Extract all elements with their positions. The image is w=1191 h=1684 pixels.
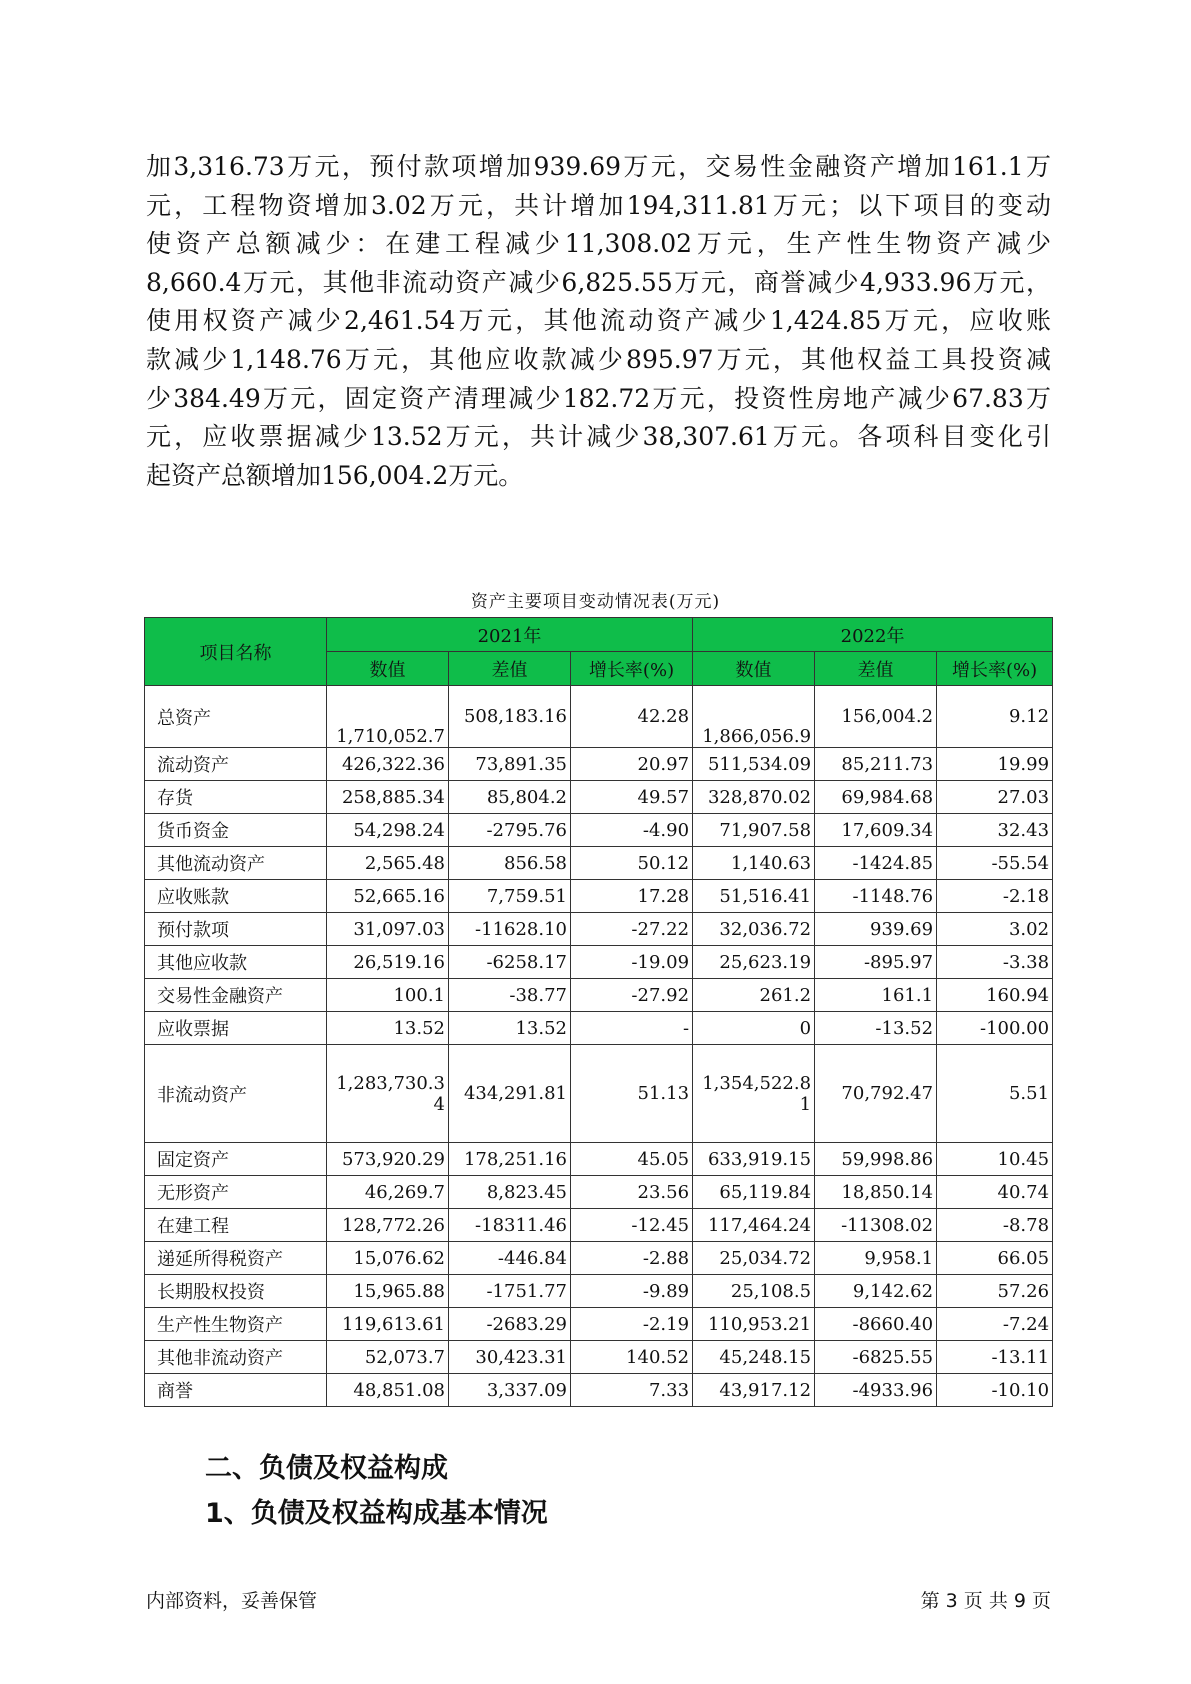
- paragraph-line: 加3,316.73万元，预付款项增加939.69万元，交易性金融资产增加161.1万: [146, 152, 1051, 181]
- table-row: [145, 1209, 1053, 1242]
- row-name: 固定资产: [145, 1143, 327, 1176]
- cell-diff-2021: -11628.10: [449, 913, 571, 946]
- cell-rate-2021: 50.12: [571, 847, 693, 880]
- cell-rate-2021: 20.97: [571, 748, 693, 781]
- cell-diff-2021: 13.52: [449, 1012, 571, 1045]
- row-name: 总资产: [145, 686, 327, 748]
- cell-value-2022: 261.2: [693, 979, 815, 1012]
- header-value: 数值: [693, 652, 815, 686]
- cell-diff-2022: 156,004.2: [815, 686, 937, 748]
- body-paragraph: [146, 148, 1051, 495]
- section-heading: 二、负债及权益构成: [205, 1453, 448, 1484]
- header-value: 数值: [327, 652, 449, 686]
- cell-value-2021: 2,565.48: [327, 847, 449, 880]
- row-name: 递延所得税资产: [145, 1242, 327, 1275]
- header-rate: 增长率(%): [571, 652, 693, 686]
- cell-diff-2021: 856.58: [449, 847, 571, 880]
- cell-diff-2021: -6258.17: [449, 946, 571, 979]
- cell-value-2021: 52,665.16: [327, 880, 449, 913]
- row-name: 流动资产: [145, 748, 327, 781]
- cell-diff-2021: 3,337.09: [449, 1374, 571, 1407]
- cell-value-2021: 15,965.88: [327, 1275, 449, 1308]
- cell-rate-2021: 23.56: [571, 1176, 693, 1209]
- cell-diff-2022: 9,142.62: [815, 1275, 937, 1308]
- cell-rate-2021: -27.22: [571, 913, 693, 946]
- cell-rate-2021: 42.28: [571, 686, 693, 748]
- header-diff: 差值: [815, 652, 937, 686]
- cell-rate-2021: -12.45: [571, 1209, 693, 1242]
- cell-value-2021: 100.1: [327, 979, 449, 1012]
- cell-value-2022: 43,917.12: [693, 1374, 815, 1407]
- row-name: 商誉: [145, 1374, 327, 1407]
- cell-value-2021: 1,283,730.34: [327, 1045, 449, 1143]
- row-name: 在建工程: [145, 1209, 327, 1242]
- row-name: 存货: [145, 781, 327, 814]
- cell-rate-2021: -19.09: [571, 946, 693, 979]
- cell-value-2021: 128,772.26: [327, 1209, 449, 1242]
- paragraph-line: 元，应收票据减少13.52万元，共计减少38,307.61万元。各项科目变化引: [146, 422, 1051, 452]
- cell-value-2021: 52,073.7: [327, 1341, 449, 1374]
- paragraph-line: 8,660.4万元，其他非流动资产减少6,825.55万元，商誉减少4,933.96万元，: [146, 267, 1051, 297]
- cell-value-2021: 119,613.61: [327, 1308, 449, 1341]
- cell-value-2021: 573,920.29: [327, 1143, 449, 1176]
- cell-rate-2021: 140.52: [571, 1341, 693, 1374]
- cell-value-2021: 48,851.08: [327, 1374, 449, 1407]
- cell-value-2021: 258,885.34: [327, 781, 449, 814]
- cell-rate-2021: -9.89: [571, 1275, 693, 1308]
- cell-value-2021: 15,076.62: [327, 1242, 449, 1275]
- cell-rate-2021: -27.92: [571, 979, 693, 1012]
- table-row: [145, 1176, 1053, 1209]
- header-diff: 差值: [449, 652, 571, 686]
- row-name: 非流动资产: [145, 1045, 327, 1143]
- cell-diff-2022: 18,850.14: [815, 1176, 937, 1209]
- cell-diff-2022: -1148.76: [815, 880, 937, 913]
- cell-rate-2021: 51.13: [571, 1045, 693, 1143]
- paragraph-line: 起资产总额增加156,004.2万元。: [146, 460, 524, 490]
- cell-rate-2021: -2.88: [571, 1242, 693, 1275]
- cell-diff-2022: 59,998.86: [815, 1143, 937, 1176]
- cell-diff-2022: 17,609.34: [815, 814, 937, 847]
- cell-diff-2021: -446.84: [449, 1242, 571, 1275]
- cell-value-2022: 65,119.84: [693, 1176, 815, 1209]
- paragraph-line: 使用权资产减少2,461.54万元，其他流动资产减少1,424.85万元，应收账: [146, 306, 1051, 336]
- table-row: [145, 1045, 1053, 1143]
- cell-rate-2021: 45.05: [571, 1143, 693, 1176]
- cell-diff-2021: 178,251.16: [449, 1143, 571, 1176]
- cell-rate-2021: 7.33: [571, 1374, 693, 1407]
- cell-rate-2022: -10.10: [937, 1374, 1053, 1407]
- row-name: 生产性生物资产: [145, 1308, 327, 1341]
- row-name: 无形资产: [145, 1176, 327, 1209]
- row-name: 货币资金: [145, 814, 327, 847]
- cell-diff-2022: 70,792.47: [815, 1045, 937, 1143]
- cell-rate-2022: 40.74: [937, 1176, 1053, 1209]
- cell-rate-2022: -3.38: [937, 946, 1053, 979]
- cell-value-2022: 51,516.41: [693, 880, 815, 913]
- table-row: [145, 1012, 1053, 1045]
- paragraph-line: 元，工程物资增加3.02万元，共计增加194,311.81万元；以下项目的变动: [146, 190, 1051, 220]
- cell-diff-2022: 161.1: [815, 979, 937, 1012]
- table-row: [145, 686, 1053, 748]
- cell-value-2022: 633,919.15: [693, 1143, 815, 1176]
- row-name: 预付款项: [145, 913, 327, 946]
- cell-diff-2022: -4933.96: [815, 1374, 937, 1407]
- row-name: 其他非流动资产: [145, 1341, 327, 1374]
- cell-diff-2021: -1751.77: [449, 1275, 571, 1308]
- header-item-name: 项目名称: [145, 618, 327, 686]
- cell-value-2021: 426,322.36: [327, 748, 449, 781]
- cell-rate-2022: -55.54: [937, 847, 1053, 880]
- table-row: [145, 847, 1053, 880]
- cell-diff-2022: -6825.55: [815, 1341, 937, 1374]
- cell-diff-2021: -18311.46: [449, 1209, 571, 1242]
- cell-diff-2021: 434,291.81: [449, 1045, 571, 1143]
- cell-value-2022: 25,034.72: [693, 1242, 815, 1275]
- cell-rate-2022: 19.99: [937, 748, 1053, 781]
- cell-rate-2022: 66.05: [937, 1242, 1053, 1275]
- cell-diff-2022: 939.69: [815, 913, 937, 946]
- cell-diff-2022: 9,958.1: [815, 1242, 937, 1275]
- cell-value-2022: 25,623.19: [693, 946, 815, 979]
- header-rate: 增长率(%): [937, 652, 1053, 686]
- cell-value-2022: 1,140.63: [693, 847, 815, 880]
- cell-diff-2022: 69,984.68: [815, 781, 937, 814]
- cell-value-2022: 328,870.02: [693, 781, 815, 814]
- cell-rate-2022: -8.78: [937, 1209, 1053, 1242]
- paragraph-line: 少384.49万元，固定资产清理减少182.72万元，投资性房地产减少67.83万: [146, 383, 1051, 413]
- row-name: 应收票据: [145, 1012, 327, 1045]
- cell-rate-2022: 5.51: [937, 1045, 1053, 1143]
- table-row: [145, 1242, 1053, 1275]
- cell-diff-2021: 85,804.2: [449, 781, 571, 814]
- cell-value-2021: 26,519.16: [327, 946, 449, 979]
- table-row: [145, 1143, 1053, 1176]
- cell-rate-2022: 3.02: [937, 913, 1053, 946]
- cell-rate-2021: -: [571, 1012, 693, 1045]
- header-year-2022: 2022年: [693, 618, 1053, 652]
- cell-diff-2021: 8,823.45: [449, 1176, 571, 1209]
- cell-value-2022: 25,108.5: [693, 1275, 815, 1308]
- cell-value-2022: 32,036.72: [693, 913, 815, 946]
- row-name: 交易性金融资产: [145, 979, 327, 1012]
- cell-value-2021: 31,097.03: [327, 913, 449, 946]
- asset-change-table: [144, 617, 1053, 1407]
- header-year-2021: 2021年: [327, 618, 693, 652]
- cell-rate-2022: 57.26: [937, 1275, 1053, 1308]
- table-row: [145, 748, 1053, 781]
- cell-value-2021: 46,269.7: [327, 1176, 449, 1209]
- cell-diff-2021: 508,183.16: [449, 686, 571, 748]
- cell-value-2022: 117,464.24: [693, 1209, 815, 1242]
- cell-value-2022: 1,866,056.9: [693, 686, 815, 748]
- cell-value-2022: 110,953.21: [693, 1308, 815, 1341]
- cell-rate-2022: 32.43: [937, 814, 1053, 847]
- cell-diff-2021: -2683.29: [449, 1308, 571, 1341]
- table-row: [145, 880, 1053, 913]
- cell-diff-2021: -2795.76: [449, 814, 571, 847]
- cell-diff-2022: -13.52: [815, 1012, 937, 1045]
- row-name: 其他应收款: [145, 946, 327, 979]
- cell-diff-2022: -11308.02: [815, 1209, 937, 1242]
- cell-rate-2022: -13.11: [937, 1341, 1053, 1374]
- cell-rate-2021: 17.28: [571, 880, 693, 913]
- cell-rate-2022: 160.94: [937, 979, 1053, 1012]
- cell-rate-2022: 27.03: [937, 781, 1053, 814]
- cell-diff-2022: -1424.85: [815, 847, 937, 880]
- cell-value-2022: 1,354,522.81: [693, 1045, 815, 1143]
- cell-diff-2022: -8660.40: [815, 1308, 937, 1341]
- footer-confidential: 内部资料，妥善保管: [146, 1590, 318, 1612]
- table-row: [145, 1341, 1053, 1374]
- table-row: [145, 781, 1053, 814]
- cell-rate-2022: -7.24: [937, 1308, 1053, 1341]
- cell-value-2021: 54,298.24: [327, 814, 449, 847]
- cell-value-2022: 511,534.09: [693, 748, 815, 781]
- cell-diff-2021: 7,759.51: [449, 880, 571, 913]
- table-row: [145, 913, 1053, 946]
- cell-rate-2021: -2.19: [571, 1308, 693, 1341]
- cell-diff-2022: -895.97: [815, 946, 937, 979]
- cell-diff-2021: 30,423.31: [449, 1341, 571, 1374]
- cell-diff-2021: -38.77: [449, 979, 571, 1012]
- paragraph-line: 款减少1,148.76万元，其他应收款减少895.97万元，其他权益工具投资减: [146, 344, 1051, 374]
- cell-rate-2021: -4.90: [571, 814, 693, 847]
- cell-rate-2022: 9.12: [937, 686, 1053, 748]
- table-row: [145, 979, 1053, 1012]
- table-row: [145, 814, 1053, 847]
- row-name: 其他流动资产: [145, 847, 327, 880]
- row-name: 长期股权投资: [145, 1275, 327, 1308]
- table-row: [145, 1308, 1053, 1341]
- subsection-heading: 1、负债及权益构成基本情况: [205, 1498, 548, 1529]
- cell-rate-2022: -100.00: [937, 1012, 1053, 1045]
- footer-page-number: 第 3 页 共 9 页: [920, 1590, 1051, 1612]
- cell-rate-2022: -2.18: [937, 880, 1053, 913]
- cell-value-2022: 45,248.15: [693, 1341, 815, 1374]
- cell-value-2021: 1,710,052.7: [327, 686, 449, 748]
- cell-value-2021: 13.52: [327, 1012, 449, 1045]
- table-row: [145, 946, 1053, 979]
- row-name: 应收账款: [145, 880, 327, 913]
- table-row: [145, 1275, 1053, 1308]
- cell-value-2022: 0: [693, 1012, 815, 1045]
- cell-value-2022: 71,907.58: [693, 814, 815, 847]
- cell-diff-2022: 85,211.73: [815, 748, 937, 781]
- paragraph-line: 使资产总额减少：在建工程减少11,308.02万元，生产性生物资产减少: [146, 229, 1051, 259]
- cell-rate-2021: 49.57: [571, 781, 693, 814]
- table-row: [145, 1374, 1053, 1407]
- cell-rate-2022: 10.45: [937, 1143, 1053, 1176]
- table-title: 资产主要项目变动情况表(万元): [470, 592, 721, 612]
- cell-diff-2021: 73,891.35: [449, 748, 571, 781]
